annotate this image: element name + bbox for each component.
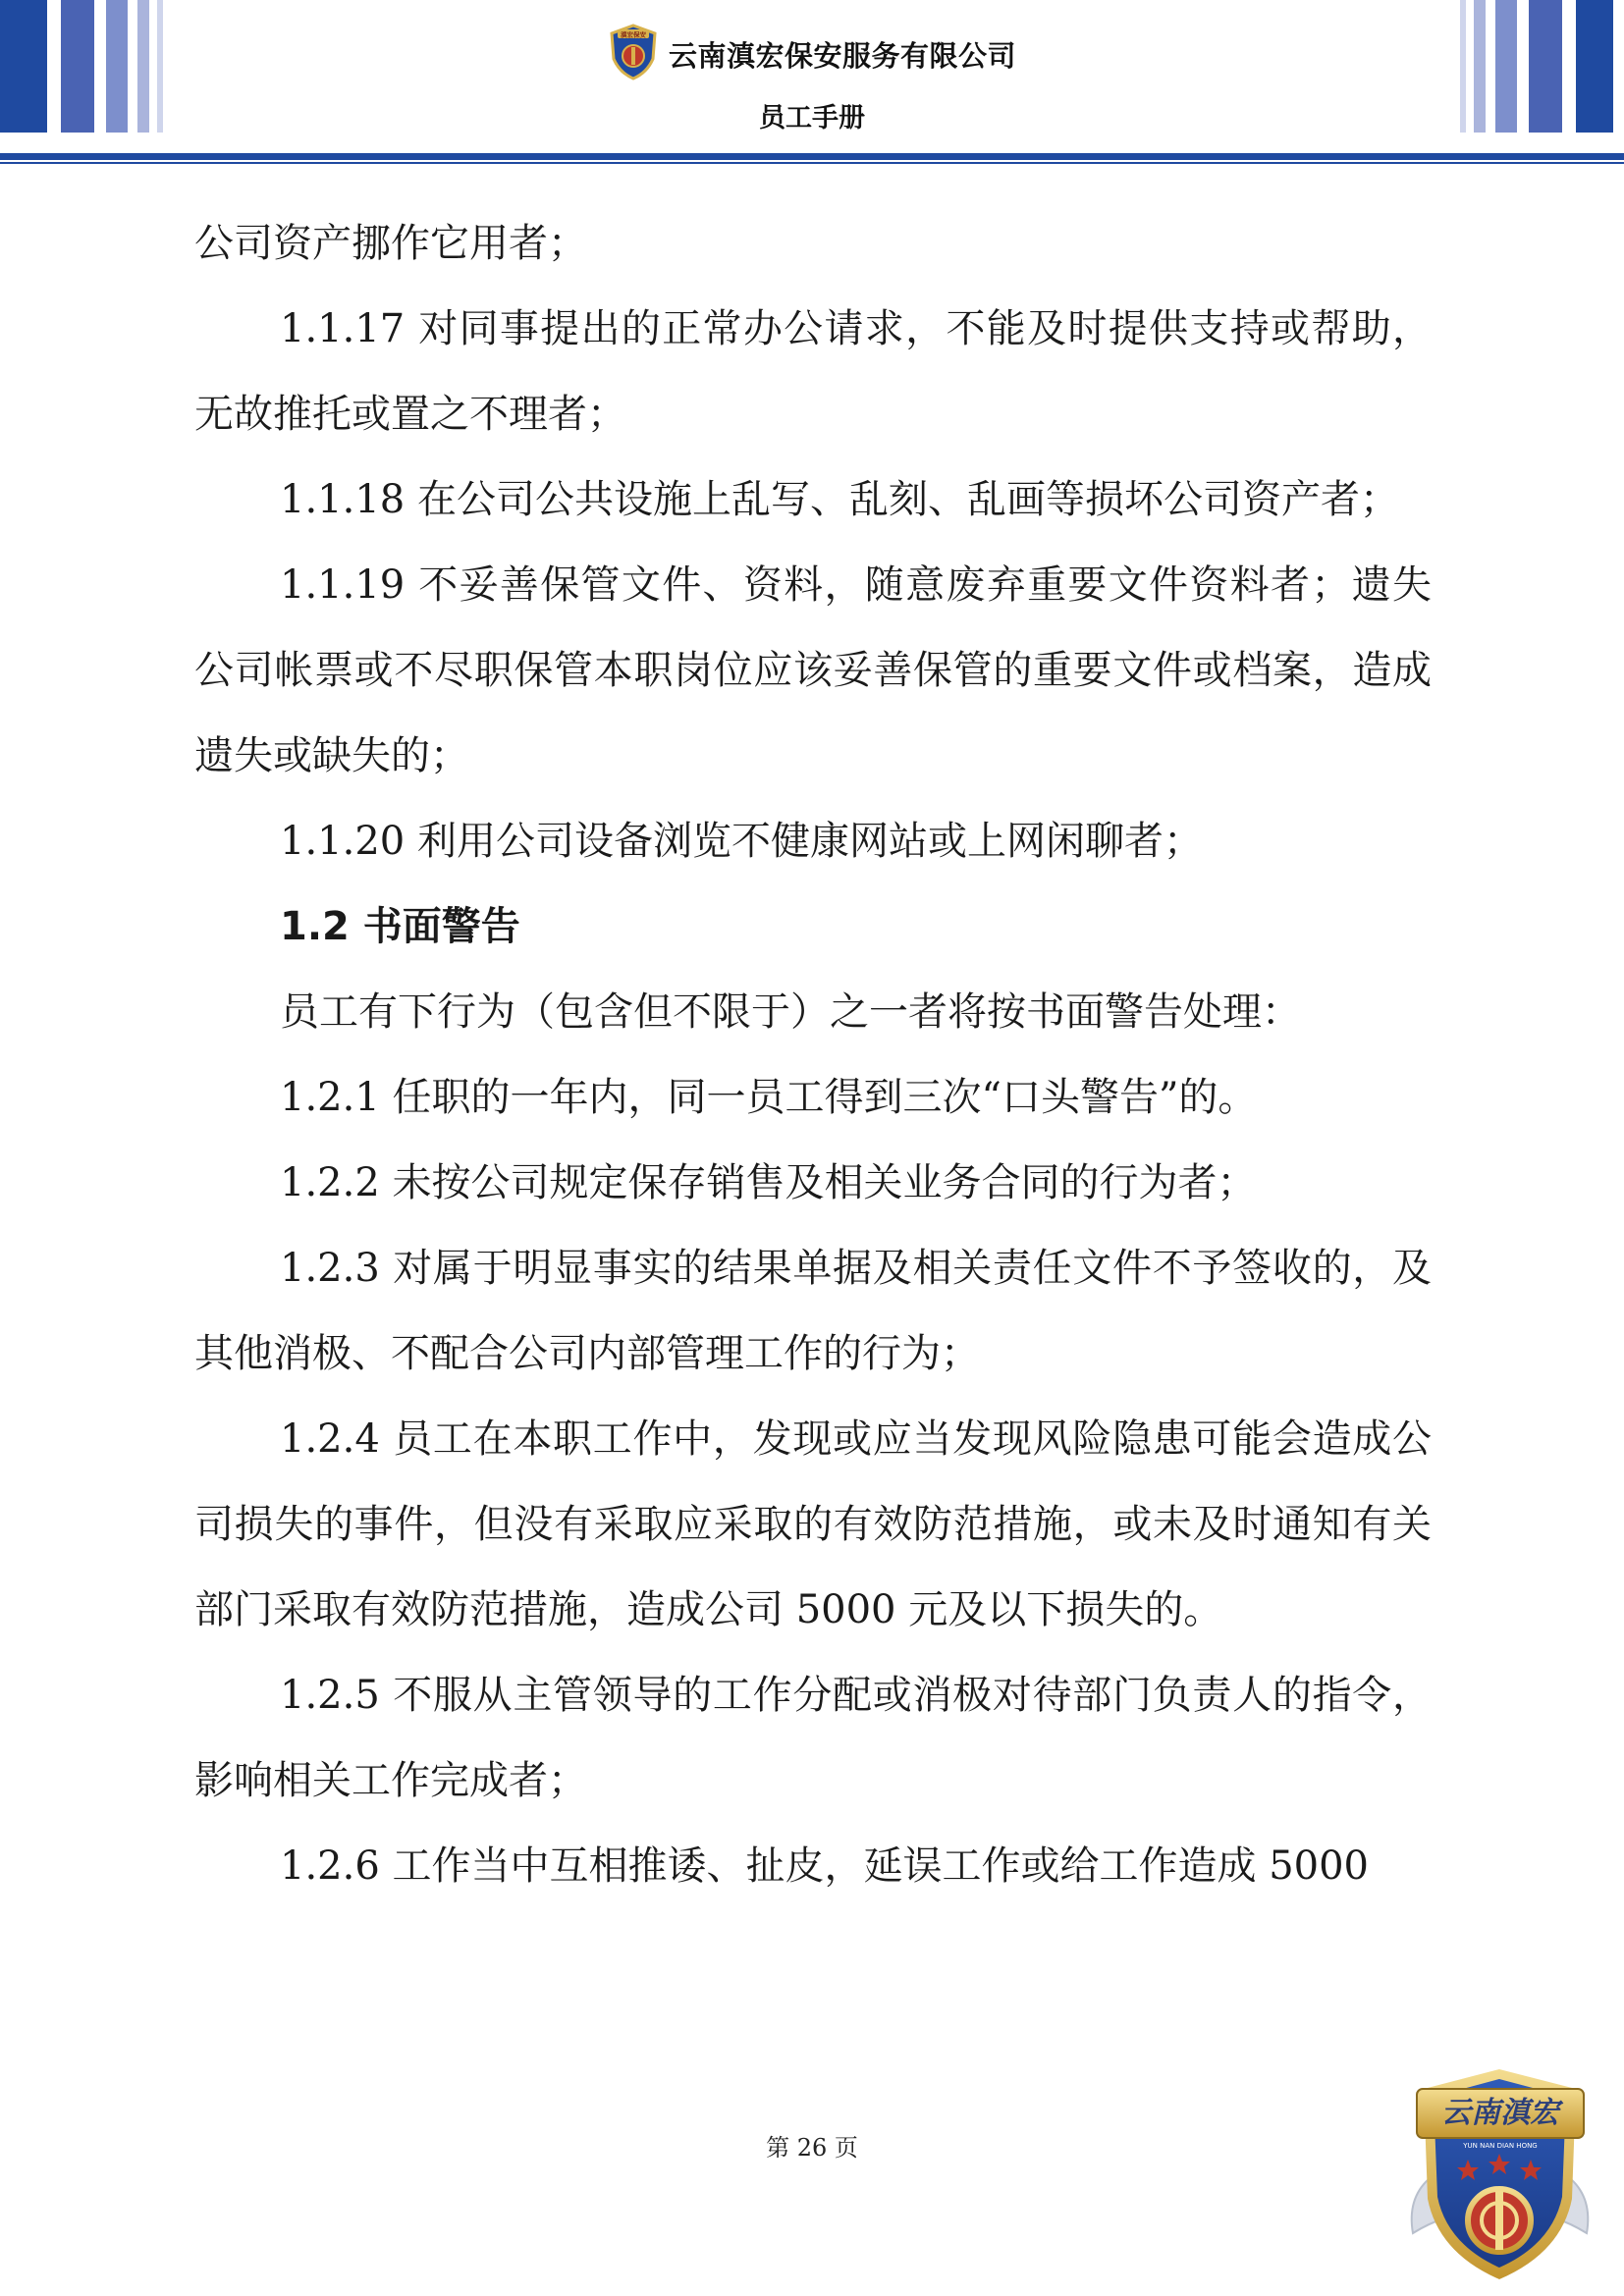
paragraph: 1.1.19 不妥善保管文件、资料，随意废弃重要文件资料者；遗失公司帐票或不尽职保管本职岗位应该妥善保管的重要文件或档案，造成遗失或缺失的； [194,562,1432,778]
company-logo-text: 滇宏保安 [620,30,646,39]
paragraph: 1.2.6 工作当中互相推诿、扯皮，延误工作或给工作造成 5000 [280,1843,1370,1889]
paragraph: 1.2.4 员工在本职工作中，发现或应当发现风险隐患可能会造成公司损失的事件，但没有采取应采取的有效防范措施，或未及时通知有关部门采取有效防范措施，造成公司 5000 元及以下损失的。 [194,1416,1432,1632]
badge-subtitle: YUN NAN DIAN HONG [1463,2142,1538,2150]
paragraph: 1.2.5 不服从主管领导的工作分配或消极对待部门负责人的指令，影响相关工作完成者； [194,1673,1432,1803]
paragraph: 1.1.17 对同事提出的正常办公请求，不能及时提供支持或帮助，无故推托或置之不理者； [194,306,1432,437]
paragraph: 1.1.20 利用公司设备浏览不健康网站或上网闲聊者； [280,819,1203,864]
paragraph: 1.1.18 在公司公共设施上乱写、乱刻、乱画等损坏公司资产者； [280,477,1399,522]
page-header [0,24,1624,134]
badge-title: 云南滇宏 [1441,2096,1559,2130]
company-name: 云南滇宏保安服务有限公司 [668,38,1016,73]
paragraph: 1.2.2 未按公司规定保存销售及相关业务合同的行为者； [280,1160,1257,1205]
document-title: 员工手册 [759,103,865,133]
paragraph: 员工有下行为（包含但不限于）之一者将按书面警告处理： [280,989,1301,1035]
company-badge-icon [1399,2061,1600,2287]
header-rule [0,153,1624,160]
header-rule-thin [0,162,1624,164]
document-body [194,201,1432,1909]
company-logo-icon [608,24,659,84]
paragraph: 1.2.3 对属于明显事实的结果单据及相关责任文件不予签收的，及其他消极、不配合公司内部管理工作的行为； [194,1246,1432,1376]
paragraph: 公司资产挪作它用者； [194,221,587,266]
paragraph: 1.2.1 任职的一年内，同一员工得到三次“口头警告”的。 [280,1075,1258,1120]
page-number: 第 26 页 [766,2134,858,2162]
section-heading: 1.2 书面警告 [280,904,520,949]
